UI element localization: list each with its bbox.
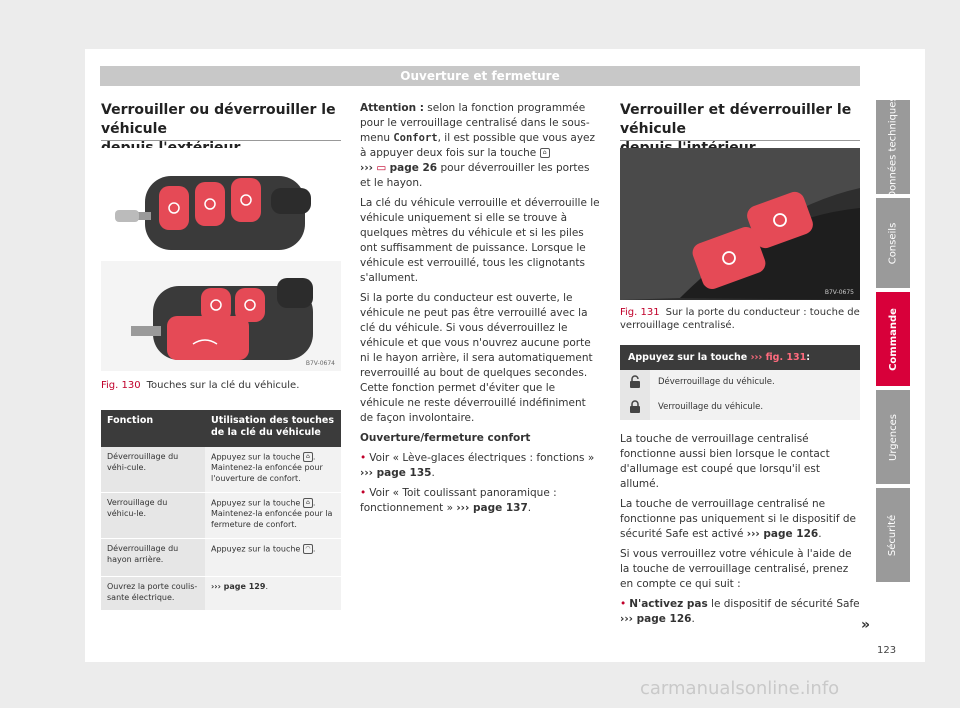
page-number: 123 <box>877 645 897 656</box>
section-heading-exterior: Verrouiller ou déverrouiller le véhicule <box>101 102 336 137</box>
tab-commande[interactable]: Commande <box>876 292 910 386</box>
table-row: Déverrouillage du hayon arrière. Appuyez sur la touche ◠ . <box>101 539 341 577</box>
continue-mark: » <box>861 617 871 633</box>
chapter-header: Ouverture et fermeture <box>100 66 860 86</box>
table-row: Déverrouillage du véhicule. <box>620 370 860 395</box>
photo-code: B7V-0675 <box>824 289 854 296</box>
car-key-illustration <box>101 148 341 371</box>
page-link[interactable]: ››› page 135 <box>360 467 432 479</box>
key-photo <box>101 148 341 371</box>
lock-icon <box>629 400 641 414</box>
bullet-icon: • <box>360 452 367 464</box>
tab-donnees-techniques[interactable]: Données techniques <box>876 100 910 194</box>
function-table <box>101 410 341 611</box>
tab-urgences[interactable]: Urgences <box>876 390 910 484</box>
fig-link[interactable]: ››› fig. 131 <box>750 352 807 363</box>
unlock-key-icon: ⌂ <box>540 148 550 158</box>
table-row: Verrouillage du véhicule. <box>620 395 860 420</box>
unlock-key-icon: ⌂ <box>303 452 313 462</box>
page-link[interactable]: ››› page 137 <box>456 502 528 514</box>
button-table <box>620 345 860 420</box>
lock-key-icon: ⌂ <box>303 498 313 508</box>
door-lock-illustration <box>620 148 860 300</box>
page-link[interactable]: page 26 <box>389 162 438 174</box>
figure-caption-131: Fig. 131 Sur la porte du conducteur : touche de verrouillage centralisé. <box>620 307 860 331</box>
tailgate-key-icon: ◠ <box>303 544 313 554</box>
table-row: Verrouillage du véhicu-le. Appuyez sur la touche ⌂ . Maintenez-la enfoncée pour la fermeture de confort. <box>101 493 341 539</box>
page-link[interactable]: ››› page 126 <box>746 528 819 540</box>
right-column-text: La touche de verrouillage centralisé fonctionne aussi bien lorsque le contact d'allumage est coupé que lorsqu'il est allumé. La touche de verrouillage centralisé ne fonctionne pas uniquement si le dispositif de sécurité Safe est activé ››› page 126. Si vous verrouillez votre véhicule à l'aide de la touche de verrouillage centralisé, prenez en compte ce qui suit : • N'activez pas le dispositif de sécurité Safe ››› page 126. <box>620 433 860 625</box>
heading-rule <box>620 140 860 141</box>
table-row: Déverrouillage du véhi-cule. Appuyez sur la touche ⌂ . Maintenez-la enfoncée pour l'ouverture de confort. <box>101 447 341 493</box>
figure-caption-130: Fig. 130 Touches sur la clé du véhicule. <box>101 380 300 391</box>
section-heading-interior: Verrouiller et déverrouiller le véhicule <box>620 102 852 137</box>
bullet-icon: • <box>360 487 367 499</box>
photo-code: B7V-0674 <box>305 360 335 367</box>
page-link[interactable]: ››› page 129 <box>211 582 266 591</box>
watermark: carmanualsonline.info <box>640 678 840 699</box>
table-header: Fonction Utilisation des touches de la clé du véhicule <box>101 410 341 447</box>
table-row: Ouvrez la porte coulis-sante électrique. ››› page 129. <box>101 577 341 611</box>
middle-column-text: Attention : selon la fonction programmée pour le verrouillage centralisé dans le sous-menu Confort, il est possible que vous ayez à appuyer deux fois sur la touche ⌂ ››› ▭ page 26 pour déverrouiller les portes et le hayon. La clé du véhicule verrouille et déverrouille le véhicule uniquement si elle se trouve à quelques mètres du véhicule et si les piles ont suffisamment de puissance. Lorsque le véhicule est verrouillé, tous les clignotants s'allument. Si la porte du conducteur est ouverte, le véhicule ne peut pas être verrouillé avec la clé du véhicule. Si vous déverrouillez le véhicule et que vous n'ouvrez aucune porte ni le hayon arrière, il sera automatiquement reverrouillé au bout de quelques secondes. Cette fonction permet d'éviter que le véhicule ne reste déverrouillé indéfiniment de façon involontaire. Ouverture/fermeture confort • Voir « Lève-glaces électriques : fonctions » ››› page 135. • Voir « Toit coulissant panoramique : fonctionnement » ››› page 137. <box>360 102 600 514</box>
page-link[interactable]: ››› page 126 <box>620 613 692 625</box>
book-icon: ▭ <box>376 162 387 174</box>
unlock-icon <box>629 375 641 389</box>
heading-rule <box>101 140 341 141</box>
table-header: Appuyez sur la touche ››› fig. 131: <box>620 345 860 370</box>
door-photo <box>620 148 860 300</box>
tab-conseils[interactable]: Conseils <box>876 198 910 288</box>
bullet-icon: • <box>620 598 627 610</box>
tab-securite[interactable]: Sécurité <box>876 488 910 582</box>
